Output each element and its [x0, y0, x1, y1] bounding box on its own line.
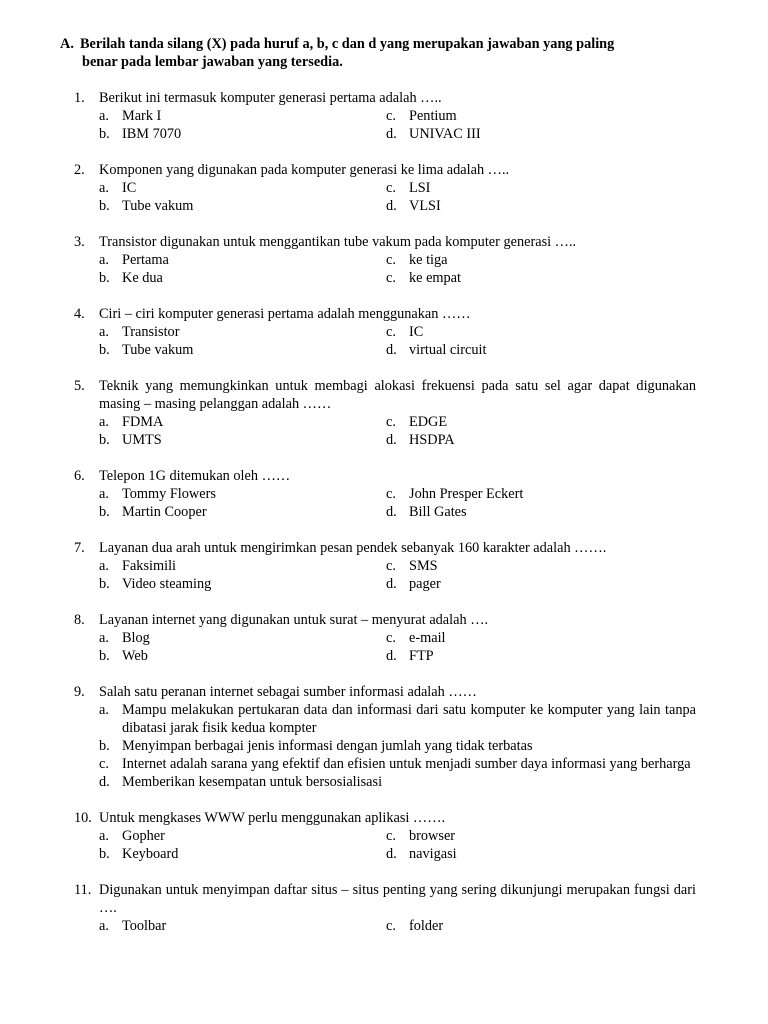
answer-option	[386, 575, 696, 593]
question-text: Telepon 1G ditemukan oleh ……	[99, 468, 291, 484]
option-text: Pertama	[122, 252, 169, 268]
question-item	[74, 305, 696, 359]
question-stem	[74, 305, 696, 323]
question-list	[74, 89, 696, 953]
question-stem	[74, 881, 696, 917]
answer-option	[386, 413, 696, 431]
answer-option	[386, 629, 696, 647]
option-text: Video steaming	[122, 576, 212, 592]
option-text: Gopher	[122, 828, 165, 844]
answer-option	[99, 701, 696, 737]
option-letter: b.	[99, 504, 110, 520]
option-text: UMTS	[122, 432, 162, 448]
answer-option	[386, 557, 696, 575]
option-text: Keyboard	[122, 846, 179, 862]
option-letter: c.	[386, 324, 396, 340]
option-text: LSI	[409, 180, 431, 196]
option-letter: d.	[386, 648, 397, 664]
question-number: 2.	[74, 162, 85, 178]
option-letter: d.	[386, 504, 397, 520]
question-text: Layanan internet yang digunakan untuk surat – menyurat adalah ….	[99, 612, 489, 628]
option-text: ke empat	[409, 270, 462, 286]
answer-options	[74, 917, 696, 935]
option-letter: c.	[386, 414, 396, 430]
option-letter: a.	[99, 486, 109, 502]
option-text: ke tiga	[409, 252, 448, 268]
answer-options	[74, 251, 696, 287]
option-letter: a.	[99, 414, 109, 430]
option-letter: a.	[99, 180, 109, 196]
answer-options	[74, 485, 696, 521]
instruction-line-1	[60, 35, 700, 53]
option-text: IC	[409, 324, 424, 340]
answer-option	[99, 107, 386, 125]
option-text: Ke dua	[122, 270, 163, 286]
option-letter: b.	[99, 432, 110, 448]
answer-option	[99, 125, 386, 143]
option-text: HSDPA	[409, 432, 455, 448]
option-text: Tube vakum	[122, 198, 194, 214]
answer-option	[386, 269, 696, 287]
answer-option	[99, 251, 386, 269]
answer-options	[74, 323, 696, 359]
question-item	[74, 611, 696, 665]
question-text: Ciri – ciri komputer generasi pertama adalah menggunakan ……	[99, 306, 471, 322]
answer-options	[74, 629, 696, 665]
question-number: 4.	[74, 306, 85, 322]
answer-option	[386, 827, 696, 845]
question-text: Berikut ini termasuk komputer generasi pertama adalah …..	[99, 90, 442, 106]
question-item	[74, 89, 696, 143]
option-text: Mark I	[122, 108, 162, 124]
option-text: IBM 7070	[122, 126, 182, 142]
answer-option	[386, 341, 696, 359]
option-letter: b.	[99, 342, 110, 358]
option-letter: a.	[99, 630, 109, 646]
option-text: Menyimpan berbagai jenis informasi dengan jumlah yang tidak terbatas	[122, 738, 533, 754]
answer-option	[99, 557, 386, 575]
section-letter: A.	[60, 36, 74, 52]
option-letter: c.	[386, 108, 396, 124]
option-text: browser	[409, 828, 456, 844]
question-stem	[74, 467, 696, 485]
answer-option	[99, 341, 386, 359]
option-text: EDGE	[409, 414, 448, 430]
section-instruction	[60, 35, 700, 71]
question-stem	[74, 683, 696, 701]
option-text: Bill Gates	[409, 504, 467, 520]
option-text: navigasi	[409, 846, 457, 862]
answer-options	[74, 179, 696, 215]
option-text: folder	[409, 918, 444, 934]
option-letter: a.	[99, 252, 109, 268]
option-letter: a.	[99, 324, 109, 340]
instruction-line-2: benar pada lembar jawaban yang tersedia.	[82, 54, 343, 70]
option-letter: d.	[386, 342, 397, 358]
option-text: Blog	[122, 630, 150, 646]
answer-option	[386, 125, 696, 143]
option-text: IC	[122, 180, 137, 196]
answer-option	[99, 773, 696, 791]
option-letter: c.	[386, 828, 396, 844]
answer-option	[386, 431, 696, 449]
option-letter: d.	[386, 126, 397, 142]
option-text: Tommy Flowers	[122, 486, 216, 502]
question-item	[74, 377, 696, 449]
option-text: pager	[409, 576, 441, 592]
option-text: e-mail	[409, 630, 446, 646]
option-letter: d.	[386, 576, 397, 592]
question-text: Salah satu peranan internet sebagai sumber informasi adalah ……	[99, 684, 477, 700]
question-text: Transistor digunakan untuk menggantikan tube vakum pada komputer generasi …..	[99, 234, 577, 250]
answer-option	[99, 269, 386, 287]
option-letter: a.	[99, 108, 109, 124]
question-text: Digunakan untuk menyimpan daftar situs – situs penting yang sering dikunjungi merupakan fungsi dari ….	[99, 882, 696, 916]
question-item	[74, 809, 696, 863]
answer-option	[99, 503, 386, 521]
question-number: 9.	[74, 684, 85, 700]
question-stem	[74, 539, 696, 557]
question-stem	[74, 161, 696, 179]
instruction-text-1: Berilah tanda silang (X) pada huruf a, b, c dan d yang merupakan jawaban yang paling	[80, 36, 615, 52]
question-text: Untuk mengkases WWW perlu menggunakan aplikasi …….	[99, 810, 446, 826]
option-text: Internet adalah sarana yang efektif dan efisien untuk menjadi sumber daya informasi yang berharga	[122, 756, 691, 772]
option-letter: a.	[99, 918, 109, 934]
answer-option	[386, 107, 696, 125]
option-text: virtual circuit	[409, 342, 487, 358]
answer-option	[386, 251, 696, 269]
option-letter: b.	[99, 126, 110, 142]
answer-option	[99, 647, 386, 665]
option-text: FDMA	[122, 414, 164, 430]
question-number: 3.	[74, 234, 85, 250]
option-text: Martin Cooper	[122, 504, 207, 520]
answer-option	[99, 917, 386, 935]
answer-option	[99, 755, 696, 773]
question-item	[74, 881, 696, 935]
question-text: Teknik yang memungkinkan untuk membagi alokasi frekuensi pada satu sel agar dapat digunakan masing – masing pelanggan adalah ……	[99, 378, 696, 412]
answer-option	[386, 647, 696, 665]
option-text: John Presper Eckert	[409, 486, 524, 502]
option-letter: b.	[99, 576, 110, 592]
answer-option	[99, 323, 386, 341]
answer-option	[99, 827, 386, 845]
answer-options	[74, 413, 696, 449]
question-item	[74, 233, 696, 287]
answer-option	[99, 845, 386, 863]
answer-option	[99, 485, 386, 503]
option-letter: b.	[99, 648, 110, 664]
option-text: Pentium	[409, 108, 457, 124]
option-letter: d.	[386, 846, 397, 862]
option-text: FTP	[409, 648, 434, 664]
answer-option	[99, 197, 386, 215]
option-text: UNIVAC III	[409, 126, 481, 142]
question-stem	[74, 377, 696, 413]
option-text: Mampu melakukan pertukaran data dan informasi dari satu komputer ke komputer yang lain tanpa dibatasi jarak fisik kedua kompter	[122, 702, 696, 736]
option-letter: c.	[386, 630, 396, 646]
option-letter: c.	[386, 486, 396, 502]
question-number: 11.	[74, 882, 92, 898]
answer-option	[99, 431, 386, 449]
option-letter: a.	[99, 558, 109, 574]
option-letter: c.	[386, 918, 396, 934]
answer-option	[99, 629, 386, 647]
question-number: 6.	[74, 468, 85, 484]
option-letter: d.	[386, 432, 397, 448]
option-letter: a.	[99, 702, 109, 718]
option-letter: a.	[99, 828, 109, 844]
option-letter: b.	[99, 738, 110, 754]
option-letter: c.	[386, 270, 396, 286]
option-letter: b.	[99, 270, 110, 286]
option-text: Web	[122, 648, 148, 664]
option-letter: b.	[99, 198, 110, 214]
question-number: 1.	[74, 90, 85, 106]
question-number: 7.	[74, 540, 85, 556]
option-letter: c.	[99, 756, 109, 772]
answer-option	[99, 413, 386, 431]
answer-options	[74, 701, 696, 791]
question-item	[74, 467, 696, 521]
answer-option	[99, 737, 696, 755]
answer-options	[74, 107, 696, 143]
option-text: Tube vakum	[122, 342, 194, 358]
option-letter: c.	[386, 252, 396, 268]
question-stem	[74, 611, 696, 629]
option-text: Memberikan kesempatan untuk bersosialisasi	[122, 774, 383, 790]
question-item	[74, 161, 696, 215]
question-stem	[74, 89, 696, 107]
option-text: SMS	[409, 558, 438, 574]
answer-option	[386, 917, 696, 935]
question-text: Komponen yang digunakan pada komputer generasi ke lima adalah …..	[99, 162, 510, 178]
option-text: Toolbar	[122, 918, 167, 934]
answer-option	[386, 485, 696, 503]
option-letter: b.	[99, 846, 110, 862]
question-number: 5.	[74, 378, 85, 394]
question-item	[74, 539, 696, 593]
question-stem	[74, 809, 696, 827]
answer-option	[386, 503, 696, 521]
answer-option	[99, 179, 386, 197]
option-text: Faksimili	[122, 558, 177, 574]
option-letter: c.	[386, 558, 396, 574]
question-number: 8.	[74, 612, 85, 628]
question-text: Layanan dua arah untuk mengirimkan pesan pendek sebanyak 160 karakter adalah …….	[99, 540, 607, 556]
answer-options	[74, 557, 696, 593]
answer-option	[386, 179, 696, 197]
option-text: Transistor	[122, 324, 180, 340]
answer-option	[386, 323, 696, 341]
option-letter: c.	[386, 180, 396, 196]
question-number: 10.	[74, 810, 92, 826]
answer-option	[386, 845, 696, 863]
answer-option	[386, 197, 696, 215]
answer-options	[74, 827, 696, 863]
answer-option	[99, 575, 386, 593]
question-item	[74, 683, 696, 791]
option-letter: d.	[386, 198, 397, 214]
option-text: VLSI	[409, 198, 441, 214]
option-letter: d.	[99, 774, 110, 790]
question-stem	[74, 233, 696, 251]
